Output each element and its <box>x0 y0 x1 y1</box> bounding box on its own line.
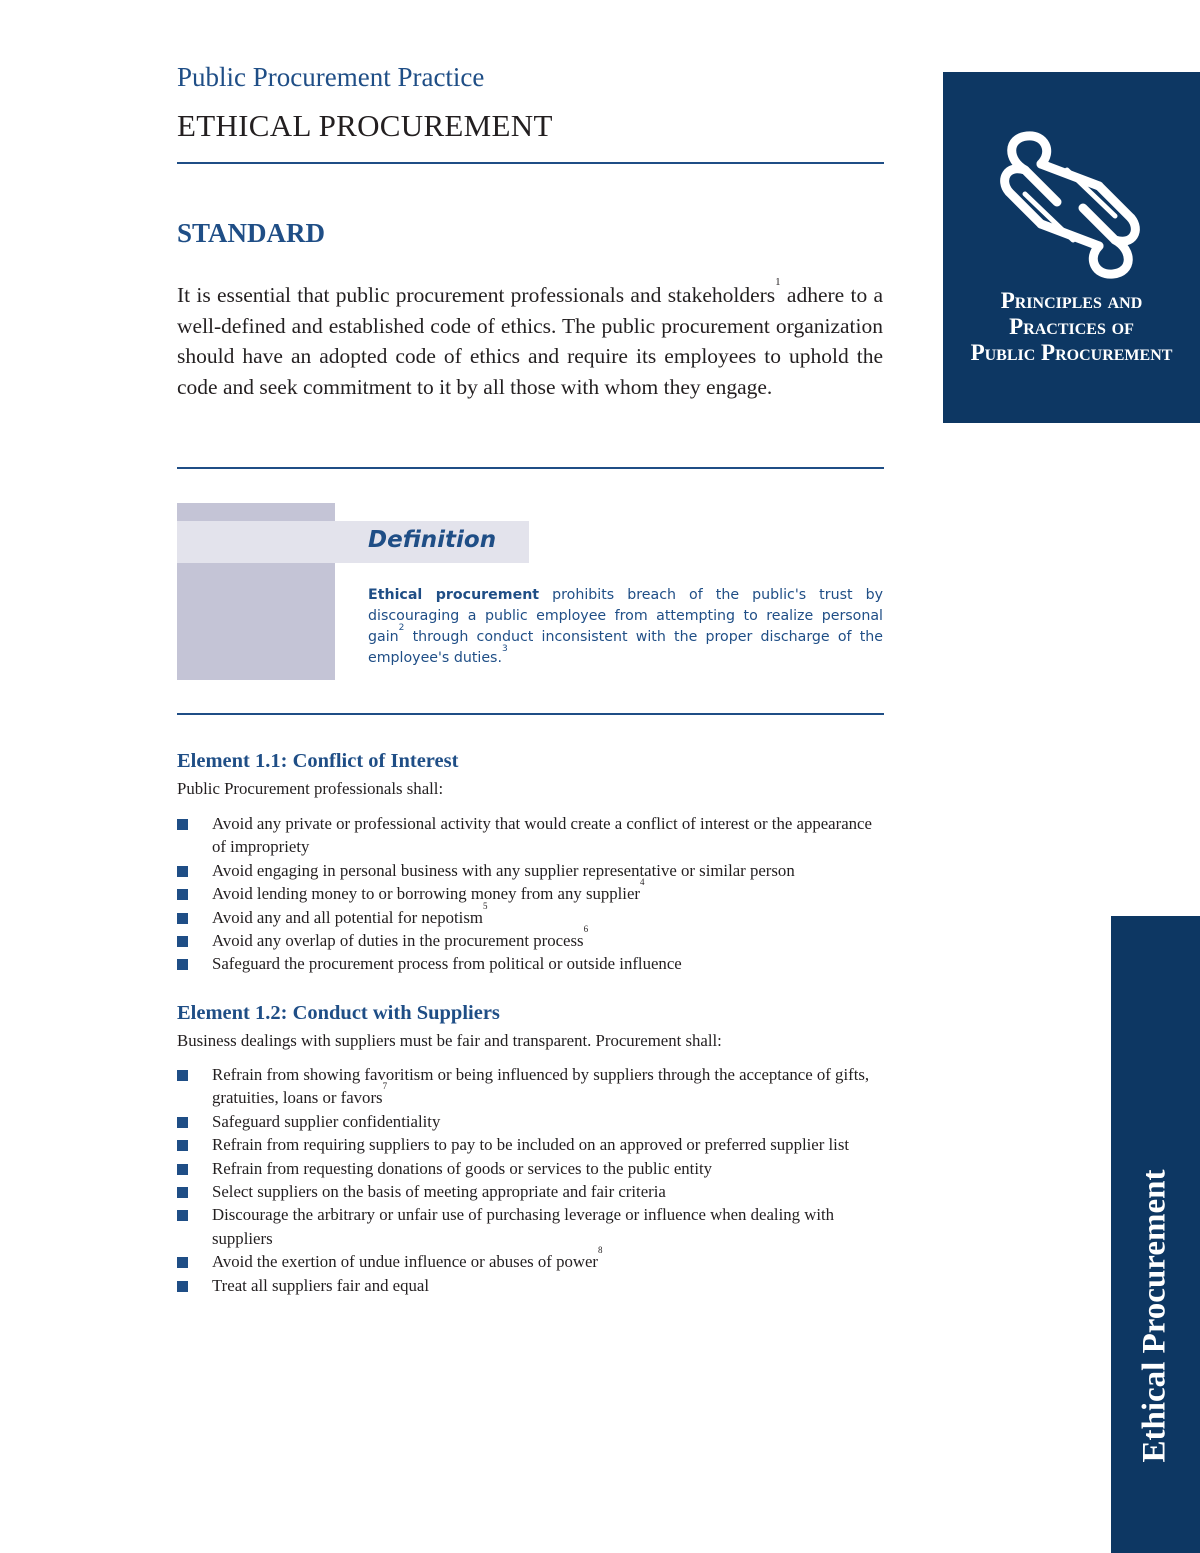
bullet-square-icon <box>177 1140 188 1151</box>
brand-box <box>943 72 1200 423</box>
element-1-1-list <box>177 812 887 976</box>
bullet-square-icon <box>177 1257 188 1268</box>
bullet-square-icon <box>177 1210 188 1221</box>
bullet-square-icon <box>177 1164 188 1175</box>
brand-line-3: Public Procurement <box>970 340 1173 365</box>
definition-term: Ethical procurement <box>368 587 540 603</box>
element-1-2-list <box>177 1063 887 1297</box>
bullet-square-icon <box>177 936 188 947</box>
bullet-square-icon <box>177 959 188 970</box>
list-item-text: Refrain from showing favoritism or being influenced by suppliers through the acceptance of gifts, gratuities, loans or favors <box>212 1065 870 1108</box>
section-divider <box>177 467 884 469</box>
list-item-text: Avoid engaging in personal business with any supplier representative or similar person <box>212 860 795 880</box>
list-item <box>177 1063 887 1110</box>
list-item <box>177 1274 887 1297</box>
bullet-square-icon <box>177 889 188 900</box>
brand-line-1: Principles and <box>1000 288 1143 313</box>
element-1-2-intro: Business dealings with suppliers must be fair and transparent. Procurement shall: <box>177 1031 722 1050</box>
bullet-square-icon <box>177 866 188 877</box>
brand-line-2: Practices of <box>1009 314 1134 339</box>
element-1-1-intro: Public Procurement professionals shall: <box>177 779 444 798</box>
header-divider <box>177 162 884 164</box>
list-item <box>177 1180 887 1203</box>
definition-text: through conduct inconsistent with the proper discharge of the employee's duties. <box>368 629 883 666</box>
footnote-marker: 6 <box>583 924 589 935</box>
definition-heading: Definition <box>368 527 497 553</box>
list-item <box>177 924 887 952</box>
bullet-square-icon <box>177 1117 188 1128</box>
list-item <box>177 859 887 882</box>
list-item <box>177 877 887 905</box>
list-item-text: Refrain from requiring suppliers to pay to be included on an approved or preferred supplier list <box>212 1135 850 1155</box>
footnote-marker: 1 <box>775 276 781 288</box>
list-item <box>177 1203 887 1250</box>
footnote-marker: 8 <box>598 1245 603 1256</box>
list-item <box>177 812 887 859</box>
section-divider <box>177 713 884 715</box>
list-item-text: Safeguard supplier confidentiality <box>212 1111 441 1131</box>
header-subtitle: Public Procurement Practice <box>177 62 485 92</box>
list-item-text: Discourage the arbitrary or unfair use of purchasing leverage or influence when dealing with suppliers <box>212 1205 835 1248</box>
footnote-marker: 2 <box>398 623 405 633</box>
footnote-marker: 4 <box>640 877 645 888</box>
element-1-1-heading: Element 1.1: Conflict of Interest <box>177 750 459 772</box>
list-item-text: Avoid lending money to or borrowing money from any supplier <box>212 884 641 904</box>
list-item-text: Avoid any private or professional activity that would create a conflict of interest or the appearance of impropriety <box>212 814 872 857</box>
list-item-text: Select suppliers on the basis of meeting appropriate and fair criteria <box>212 1182 666 1202</box>
bullet-square-icon <box>177 819 188 830</box>
bullet-square-icon <box>177 1070 188 1081</box>
bullet-square-icon <box>177 1187 188 1198</box>
brand-title <box>943 288 1200 366</box>
standard-body-text: It is essential that public procurement professionals and stakeholders <box>177 283 776 307</box>
definition-box-decor <box>177 563 335 680</box>
list-item <box>177 1245 887 1273</box>
footnote-marker: 7 <box>382 1081 388 1092</box>
scroll-icon <box>995 130 1145 280</box>
list-item-text: Avoid any and all potential for nepotism <box>212 907 483 927</box>
standard-body-text: adhere to a well-defined and established code of ethics. The public procurement organization should have an adopted code of ethics and require its employees to uphold the code and seek commitment to it by all those with whom they engage. <box>177 283 884 399</box>
side-tab <box>1111 916 1200 1553</box>
list-item <box>177 1157 887 1180</box>
definition-body <box>368 585 883 669</box>
footnote-marker: 5 <box>482 900 488 911</box>
list-item-text: Refrain from requesting donations of goods or services to the public entity <box>212 1158 713 1178</box>
definition-box-decor <box>177 503 335 521</box>
page-title: ETHICAL PROCUREMENT <box>177 108 553 143</box>
list-item-text: Avoid any overlap of duties in the procurement process <box>212 931 584 951</box>
list-item <box>177 952 887 975</box>
list-item <box>177 1110 887 1133</box>
standard-body <box>177 276 884 402</box>
list-item <box>177 900 887 929</box>
list-item-text: Treat all suppliers fair and equal <box>212 1275 430 1295</box>
definition-text: prohibits breach of the public's trust by discouraging a public employee from attempting to realize personal gain <box>368 587 883 645</box>
bullet-square-icon <box>177 1281 188 1292</box>
footnote-marker: 3 <box>501 644 508 654</box>
bullet-square-icon <box>177 913 188 924</box>
list-item-text: Avoid the exertion of undue influence or abuses of power <box>212 1252 599 1272</box>
list-item-text: Safeguard the procurement process from political or outside influence <box>212 954 682 974</box>
side-tab-label: Ethical Procurement <box>1136 1169 1173 1463</box>
standard-heading: STANDARD <box>177 218 326 248</box>
list-item <box>177 1133 887 1156</box>
element-1-2-heading: Element 1.2: Conduct with Suppliers <box>177 1002 500 1024</box>
